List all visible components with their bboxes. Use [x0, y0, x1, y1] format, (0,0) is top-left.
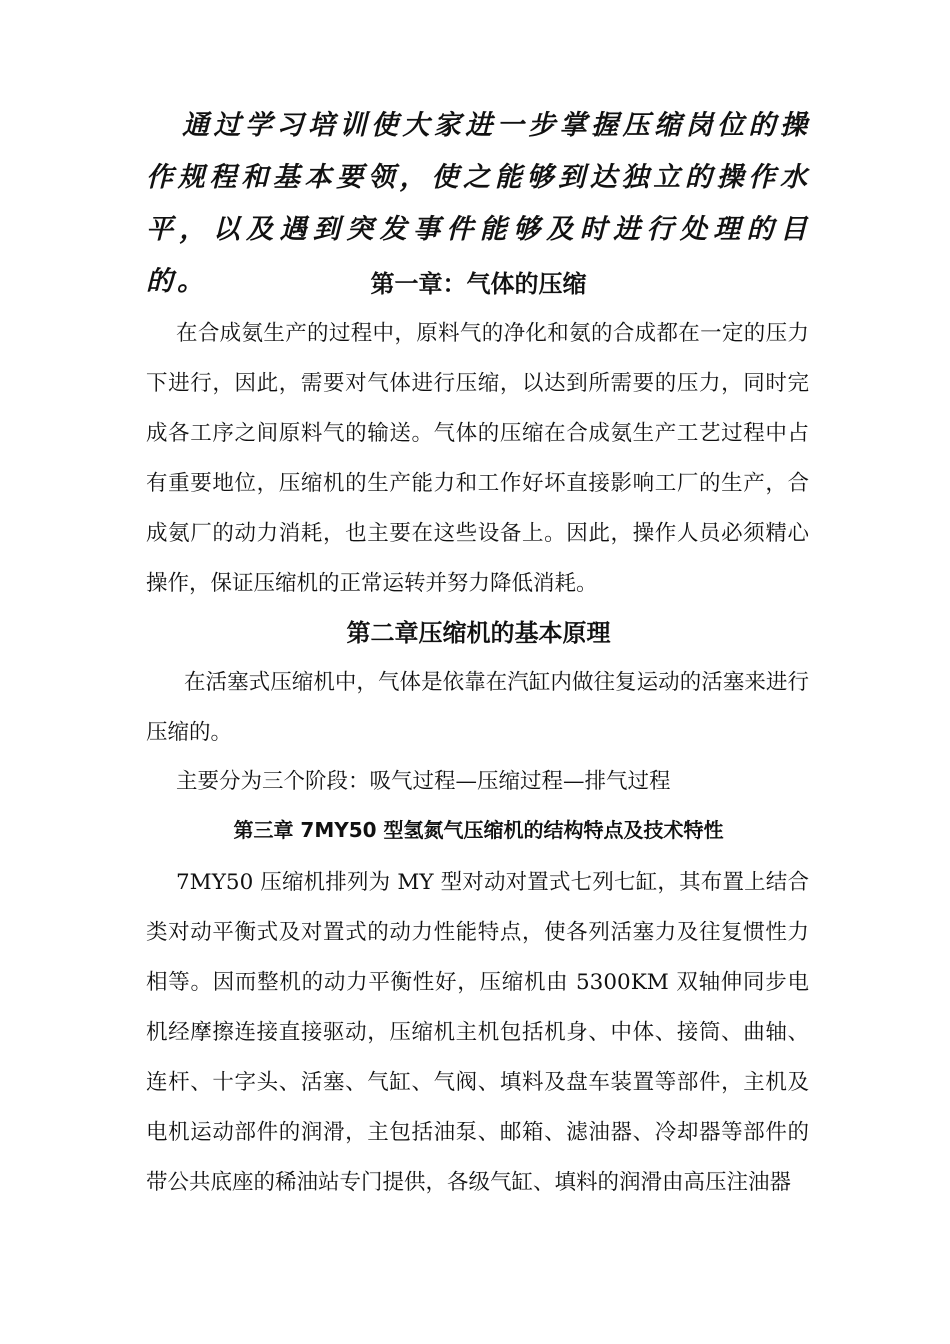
chapter-2-paragraph-2: 主要分为三个阶段：吸气过程—压缩过程—排气过程 — [176, 769, 671, 794]
chapter-1-title: 第一章：气体的压缩 — [370, 270, 587, 298]
intro-paragraph: 通过学习培训使大家进一步掌握压缩岗位的操作规程和基本要领，使之能够到达独立的操作水平，以及遇到突发事件能够及时进行处理的目的。 — [146, 110, 811, 297]
chapter-3-paragraph: 7MY50 压缩机排列为 MY 型对动对置式七列七缸，其布置上结合类对动平衡式及对置式的动力性能特点，使各列活塞力及往复惯性力相等。因而整机的动力平衡性好，压缩机由 5300KM 双轴伸同步电机经摩擦连接直接驱动，压缩机主机包括机身、中体、接筒、曲轴、连杆、十字头、活塞、气缸、气阀、填料及盘车装置等部件，主机及电机运动部件的润滑，主包括油泵、邮箱、滤油器、冷却器等部件的带公共底座的稀油站专门提供，各级气缸、填料的润滑由高压注油器 — [146, 870, 809, 1195]
chapter-2-paragraph-1: 在活塞式压缩机中，气体是依靠在汽缸内做往复运动的活塞来进行压缩的。 — [146, 670, 809, 745]
chapter-2-title: 第二章压缩机的基本原理 — [346, 619, 611, 647]
chapter-1-paragraph: 在合成氨生产的过程中，原料气的净化和氨的合成都在一定的压力下进行，因此，需要对气体进行压缩，以达到所需要的压力，同时完成各工序之间原料气的输送。气体的压缩在合成氨生产工艺过程中占有重要地位，压缩机的生产能力和工作好坏直接影响工厂的生产，合成氨厂的动力消耗，也主要在这些设备上。因此，操作人员必须精心操作，保证压缩机的正常运转并努力降低消耗。 — [146, 321, 809, 596]
chapter-3-title: 第三章 7MY50 型氢氮气压缩机的结构特点及技术特性 — [233, 818, 724, 842]
